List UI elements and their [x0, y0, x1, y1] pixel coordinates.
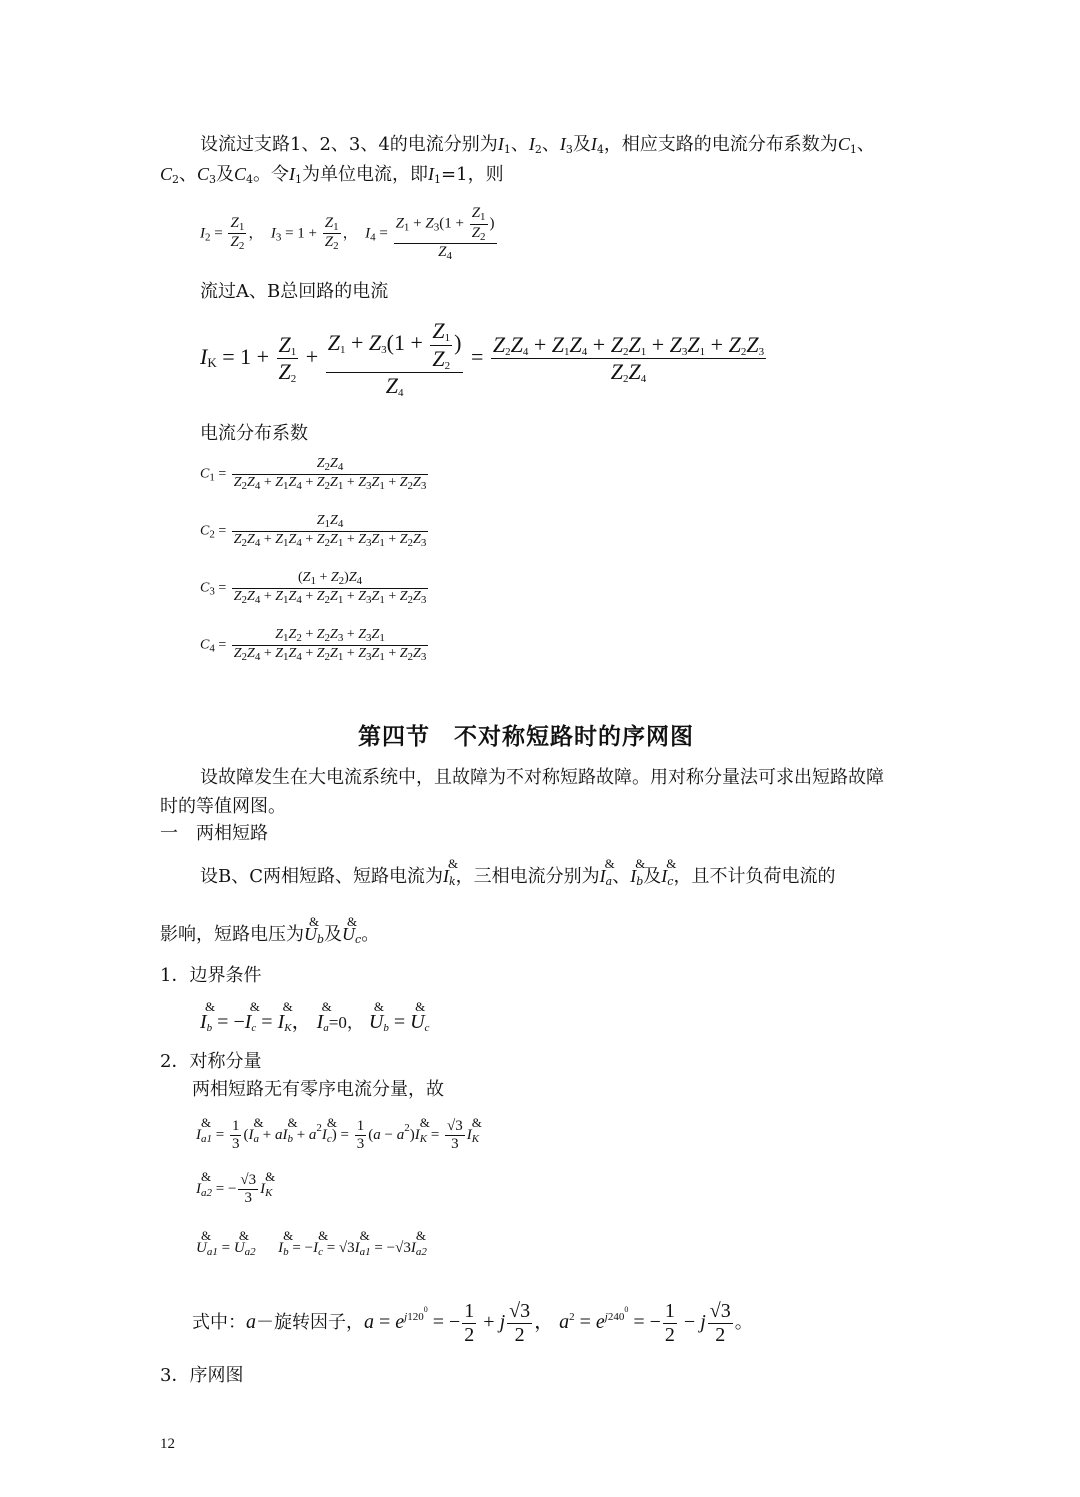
sep: 及 — [324, 924, 343, 945]
formula-i2-i3-i4: $I_2$ = $\frac{Z_1}{Z_2}$ ， $I_3 = 1$ + $\frac{Z_1}{Z_2}$ ， $I_4$ = $Z_1 + Z_3(1$ + $\frac{Z_1}{Z_2}$ ) $Z_4$ — [200, 205, 495, 263]
text: ，三相电流分别为 — [455, 866, 600, 887]
text: 设流过支路1、2、3、4的电流分别为 — [200, 134, 498, 155]
dot-mark: & — [265, 1169, 276, 1185]
text: 式中： — [192, 1312, 246, 1333]
sep: 及 — [643, 866, 662, 887]
page-number: 12 — [160, 1436, 175, 1452]
dot-mark: & — [635, 856, 646, 871]
dot-mark: & — [238, 1228, 249, 1243]
formula-rotation-factor: 式中：a－旋转因子，$a = e^{j120^0}$ = − $\frac{1}{2}$ + j $\frac{√3}{2}$ ， $a^2 = e^{j240^0}$ = − $\frac{1}{2}$ − j $\frac{√3}{2}$ 。 — [192, 1299, 753, 1346]
sep: 、 — [541, 134, 560, 155]
dot-mark: & — [201, 1169, 212, 1185]
sub-heading-boundary: 1．边界条件 — [160, 965, 262, 986]
dot-mark: & — [347, 914, 358, 929]
formula-c2: $C_2$ = $\frac{Z_1Z_4}{Z_2Z_4 + Z_1Z_4 + Z_2Z_1 + Z_3Z_1 + Z_2Z_3}$ — [200, 513, 427, 549]
text: =0， — [328, 1013, 364, 1032]
item-two-phase: 一 两相短路 — [160, 823, 268, 844]
text: －旋转因子， — [256, 1312, 364, 1333]
dot-mark: & — [373, 999, 384, 1014]
text: ，相应支路的电流分布系数为 — [603, 134, 838, 155]
formula-c3: $C_3$ = $\frac{(Z_1 + Z_2)Z_4}{Z_2Z_4 + Z_1Z_4 + Z_2Z_1 + Z_3Z_1 + Z_2Z_3}$ — [200, 570, 427, 606]
sub-heading-components: 2．对称分量 — [160, 1051, 262, 1072]
formula-ua-ib: U & $_{a1}$ = U & $_{a2}$ I & $_b$ = −I & $_c$ = √3I & $_{a1}$ = −√3I & $_{a2}$ — [196, 1228, 427, 1258]
sep: 及 — [572, 134, 591, 155]
dot-mark: & — [201, 1228, 212, 1243]
dot-mark: & — [309, 914, 320, 929]
dot-mark: & — [415, 999, 426, 1014]
label-total-current: 流过A、B总回路的电流 — [200, 281, 389, 302]
dot-mark: & — [201, 1115, 212, 1131]
bc-line2: 影响，短路电压为U & $_b$及U & $_c$。 — [160, 922, 379, 952]
dot-mark: & — [666, 856, 677, 871]
dot-mark: & — [283, 1228, 294, 1243]
dot-mark: & — [287, 1115, 298, 1131]
dot-mark: & — [253, 1115, 264, 1131]
formula-ia2: I & $_{a2}$ = − $\frac{√3}{3}$ I & $_K$ — [196, 1169, 276, 1207]
sep: 、 — [856, 134, 875, 155]
text: ，且不计负荷电流的 — [673, 866, 836, 887]
text: 设B、C两相短路、短路电流为 — [200, 866, 443, 887]
dot-mark: & — [321, 999, 332, 1014]
formula-boundary: I & $_b$ = −I & $_c$ = I & $_K$， I & $_a$=0， U & $_b$ = U & $_c$ — [200, 999, 430, 1034]
para1-line2: $C_2$、$C_3$及$C_4$。令$I_1$为单位电流，即$I_1=1$，则 — [160, 164, 504, 186]
dot-mark: & — [448, 856, 459, 871]
sep: 及 — [216, 164, 235, 185]
dot-mark: & — [282, 999, 293, 1014]
text: 影响，短路电压为 — [160, 924, 304, 945]
dot-mark: & — [205, 999, 216, 1014]
formula-ia1: I & $_{a1}$ = $\frac{1}{3}$ (I & $_a$ + aI & $_b + a^2I$ & $_c$) = $\frac{1}{3}$ $(a - a^2)I$ & $_K$ = $\frac{√3}{3}$ I & $_K$ — [196, 1115, 482, 1153]
text: 为单位电流，即 — [302, 164, 429, 185]
dot-mark: & — [249, 999, 260, 1014]
text: 。令 — [253, 164, 290, 185]
dot-mark: & — [359, 1228, 370, 1243]
para1-line1: 设流过支路1、2、3、4的电流分别为$I_1$、$I_2$、$I_3$及$I_4$，相应支路的电流分布系数为$C_1$、 — [200, 134, 875, 156]
sep: 、 — [612, 866, 631, 887]
dot-mark: & — [318, 1228, 329, 1243]
formula-ik: $I_K = 1$ + $\frac{Z_1}{Z_2}$ + $Z_1 + Z_3(1$ + $\frac{Z_1}{Z_2}$ ) $Z_4$ = $\frac{Z_2Z_4 + Z_1Z_4 + Z_2Z_1 + Z_3Z_1 + Z_2Z_3}{Z_2Z_4}$ — [200, 318, 765, 400]
section-para-line2: 时的等值网图。 — [160, 796, 286, 817]
label-distribution: 电流分布系数 — [200, 423, 308, 444]
sub-heading-sequence-network: 3．序网图 — [160, 1365, 244, 1386]
section-para-line1: 设故障发生在大电流系统中，且故障为不对称短路故障。用对称分量法可求出短路故障 — [200, 767, 884, 788]
dot-mark: & — [419, 1115, 430, 1131]
text: 。 — [734, 1312, 753, 1333]
sep: 、 — [510, 134, 529, 155]
dot-mark: & — [604, 856, 615, 871]
sep: 、 — [179, 164, 198, 185]
no-zero-sequence-text: 两相短路无有零序电流分量，故 — [192, 1079, 444, 1100]
text: =1，则 — [441, 164, 504, 185]
formula-c1: $C_1$ = $\frac{Z_2Z_4}{Z_2Z_4 + Z_1Z_4 + Z_2Z_1 + Z_3Z_1 + Z_2Z_3}$ — [200, 456, 427, 492]
dot-mark: & — [471, 1115, 482, 1131]
text: 。 — [361, 924, 380, 945]
dot-mark: & — [415, 1228, 426, 1243]
formula-c4: $C_4$ = $\frac{Z_1Z_2 + Z_2Z_3 + Z_3Z_1}{Z_2Z_4 + Z_1Z_4 + Z_2Z_1 + Z_3Z_1 + Z_2Z_3}$ — [200, 627, 427, 663]
dot-mark: & — [326, 1115, 338, 1131]
bc-line1: 设B、C两相短路、短路电流为I & $_k$，三相电流分别为I & $_a$、I & $_b$及I & $_c$，且不计负荷电流的 — [200, 864, 835, 894]
section-title: 第四节 不对称短路时的序网图 — [358, 723, 694, 750]
